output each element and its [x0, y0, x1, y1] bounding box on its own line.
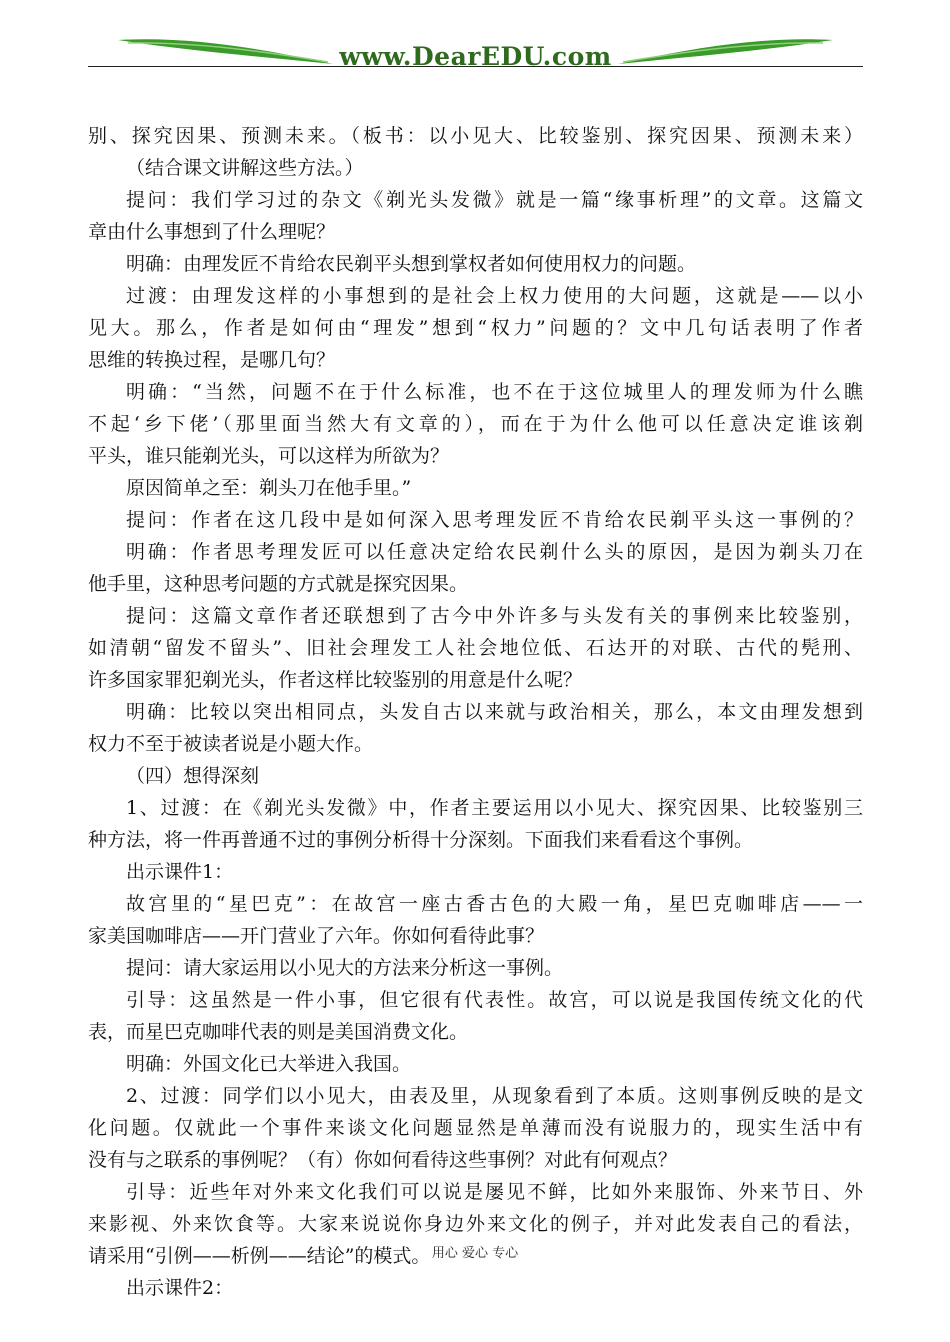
text-line: 来影视、外来饮食等。大家来说说你身边外来文化的例子，并对此发表自己的看法，	[88, 1213, 863, 1235]
text-line: 如清朝“留发不留头”、旧社会理发工人社会地位低、石达开的对联、古代的髡刑、	[88, 637, 863, 659]
text-line: 原因简单之至：剃头刀在他手里。”	[126, 477, 412, 499]
text-line: 化问题。仅就此一个事件来谈文化问题显然是单薄而没有说服力的，现实生活中有	[88, 1117, 863, 1139]
text-line: 许多国家罪犯剃光头，作者这样比较鉴别的用意是什么呢？	[88, 669, 583, 691]
text-line: 提问：我们学习过的杂文《剃光头发微》就是一篇“缘事析理”的文章。这篇文	[126, 189, 863, 211]
text-line: 明确：比较以突出相同点，头发自古以来就与政治相关，那么，本文由理发想到	[126, 701, 863, 723]
text-line: 不起‘乡下佬’（那里面当然大有文章的），而在于为什么他可以任意决定谁该剃	[88, 413, 863, 435]
text-line: 见大。那么，作者是如何由“理发”想到“权力”问题的？文中几句话表明了作者	[88, 317, 863, 339]
text-line: 引导：这虽然是一件小事，但它很有代表性。故宫，可以说是我国传统文化的代	[126, 989, 863, 1011]
text-line: 权力不至于被读者说是小题大作。	[88, 733, 374, 755]
text-line: 2、过渡：同学们以小见大，由表及里，从现象看到了本质。这则事例反映的是文	[126, 1085, 863, 1107]
text-line: 章由什么事想到了什么理呢？	[88, 221, 336, 243]
text-line: 提问：请大家运用以小见大的方法来分析这一事例。	[126, 957, 564, 979]
text-line: 明确：作者思考理发匠可以任意决定给农民剃什么头的原因，是因为剃头刀在	[126, 541, 863, 563]
text-line: 过渡：由理发这样的小事想到的是社会上权力使用的大问题，这就是——以小	[126, 285, 863, 307]
text-line: 故宫里的“星巴克”：在故宫一座古香古色的大殿一角，星巴克咖啡店——一	[126, 893, 863, 915]
text-line: 种方法，将一件再普通不过的事例分析得十分深刻。下面我们来看看这个事例。	[88, 829, 754, 851]
text-line: 1、过渡：在《剃光头发微》中，作者主要运用以小见大、探究因果、比较鉴别三	[126, 797, 863, 819]
site-name: www.DearEDU.com	[339, 42, 612, 71]
text-line: （结合课文讲解这些方法。）	[126, 157, 364, 179]
text-line: 明确：“当然，问题不在于什么标准，也不在于这位城里人的理发师为什么瞧	[126, 381, 863, 403]
text-line: （四）想得深刻	[126, 765, 260, 787]
text-line: 出示课件1：	[126, 861, 234, 883]
text-line: 表，而星巴克咖啡代表的则是美国消费文化。	[88, 1021, 469, 1043]
text-line: 明确：由理发匠不肯给农民剃平头想到掌权者如何使用权力的问题。	[126, 253, 697, 275]
text-line: 出示课件2：	[126, 1277, 234, 1299]
header-rule	[88, 66, 863, 67]
text-line: 提问：这篇文章作者还联想到了古今中外许多与头发有关的事例来比较鉴别，	[126, 605, 863, 627]
text-line: 他手里，这种思考问题的方式就是探究因果。	[88, 573, 469, 595]
text-line: 提问：作者在这几段中是如何深入思考理发匠不肯给农民剃平头这一事例的？	[126, 509, 863, 531]
text-line: 请采用“引例——析例——结论”的模式。	[88, 1245, 431, 1267]
document-body	[88, 120, 863, 1304]
text-line: 家美国咖啡店——开门营业了六年。你如何看待此事？	[88, 925, 545, 947]
text-line: 别、探究因果、预测未来。（板书：以小见大、比较鉴别、探究因果、预测未来）	[88, 125, 863, 147]
text-line: 没有与之联系的事例呢？（有）你如何看待这些事例？对此有何观点？	[88, 1149, 678, 1171]
site-header-logo	[88, 34, 863, 74]
text-line: 明确：外国文化已大举进入我国。	[126, 1053, 412, 1075]
text-line: 平头，谁只能剃光头，可以这样为所欲为？	[88, 445, 450, 467]
text-line: 引导：近些年对外来文化我们可以说是屡见不鲜，比如外来服饰、外来节日、外	[126, 1181, 863, 1203]
page-footer: 用心 爱心 专心	[431, 1246, 519, 1261]
text-line: 思维的转换过程，是哪几句？	[88, 349, 336, 371]
